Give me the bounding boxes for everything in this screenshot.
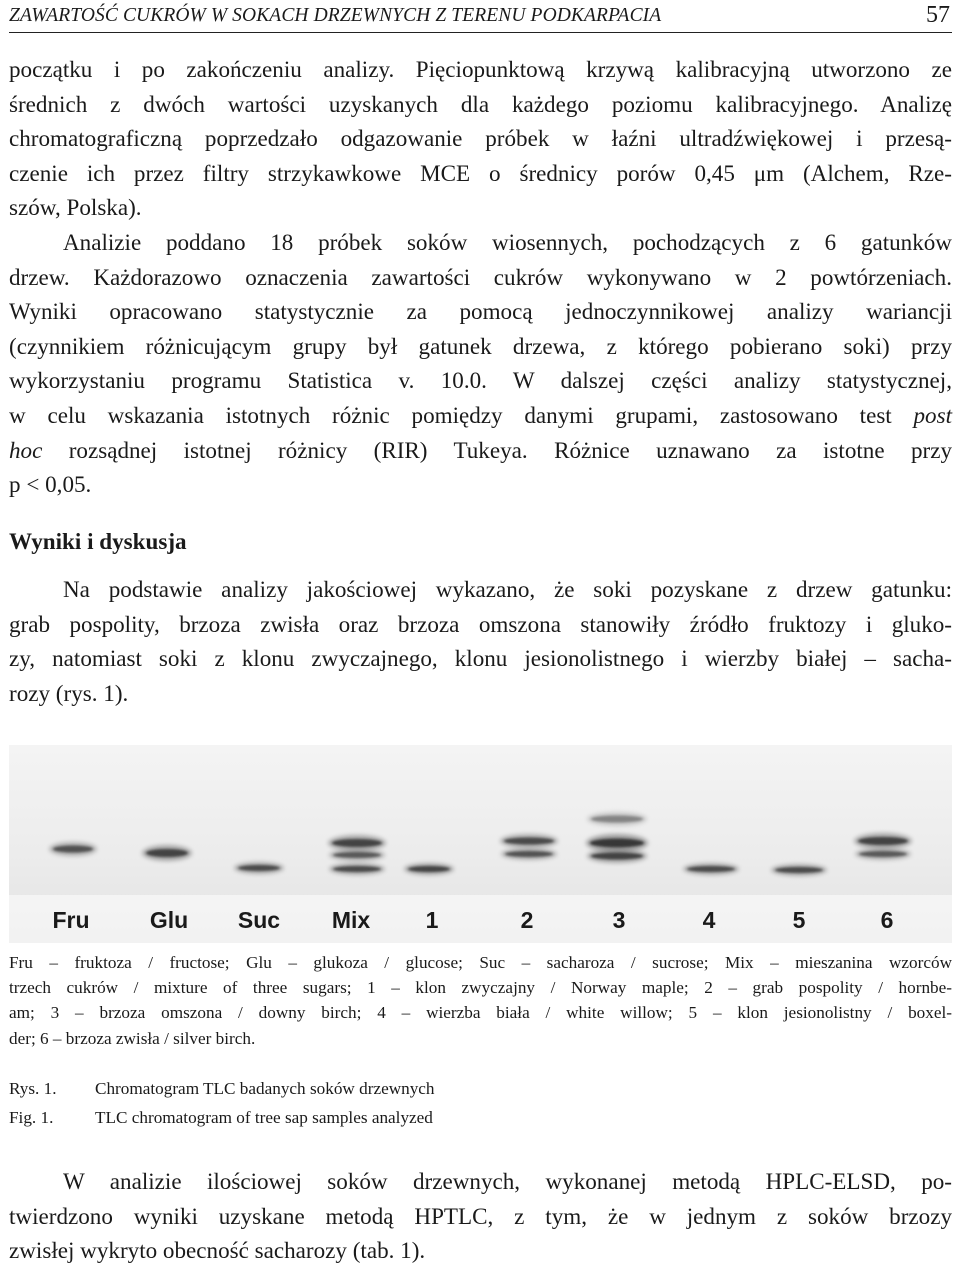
italic-term: hoc <box>9 436 43 463</box>
text-line: rozy (rys. 1). <box>9 679 129 706</box>
paragraph-statistics <box>9 225 952 502</box>
text-line: chromatograficzną poprzedzało odgazowanie próbek w łaźni ultradźwiękowej i przesą- <box>9 125 952 152</box>
spot <box>591 853 643 860</box>
lane-label: 5 <box>792 907 806 933</box>
lane-label: 3 <box>612 907 626 933</box>
lane-label: Mix <box>331 907 371 933</box>
section-heading: Wyniki i dyskusja <box>9 528 187 554</box>
text-line: Na podstawie analizy jakościowej wykazano, że soki pozyskane z drzew gatunku: <box>63 576 952 602</box>
legend-line: trzech cukrów / mixture of three sugars; 1 – klon zwyczajny / Norway maple; 2 – grab pospolity / hornbe- <box>9 978 952 998</box>
spot <box>687 866 735 872</box>
page <box>9 0 952 1266</box>
spot <box>408 866 450 872</box>
lane-label: Fru <box>52 907 90 933</box>
tlc-plate <box>9 745 952 943</box>
text-line: Analizie poddano 18 próbek soków wiosennych, pochodzących z 6 gatunków <box>63 229 952 255</box>
spot <box>146 849 188 857</box>
spot <box>53 846 93 853</box>
spot <box>505 851 553 857</box>
text-line: wykorzystaniu programu Statistica v. 10.0. W dalszej części analizy statystycznej, <box>9 367 952 394</box>
spot <box>859 851 907 857</box>
caption-text: TLC chromatogram of tree sap samples analyzed <box>95 1108 433 1127</box>
italic-term: post <box>913 401 952 428</box>
running-head <box>9 2 952 33</box>
legend-line: der; 6 – brzoza zwisła / silver birch. <box>9 1028 256 1048</box>
caption-label: Rys. 1. <box>9 1079 57 1098</box>
text-line: średnich z dwóch wartości uzyskanych dla każdego poziomu kalibracyjnego. Analizę <box>9 90 952 117</box>
legend-line: Fru – fruktoza / fructose; Glu – glukoza / glucose; Suc – sacharoza / sucrose; Mix – mieszanina wzorców <box>9 953 952 972</box>
text-line: Wyniki opracowano statystycznie za pomocą jednoczynnikowej analizy wariancji <box>9 298 952 325</box>
text-line <box>9 398 952 433</box>
legend-line: am; 3 – brzoza omszona / downy birch; 4 – wierzba biała / white willow; 5 – klon jesionolistny / boxel- <box>9 1003 952 1023</box>
lane-label: 2 <box>520 907 534 933</box>
text-segment: w celu wskazania istotnych różnic pomiędzy danymi grupami, zastosowano test <box>9 401 914 428</box>
paragraph-methods-end <box>9 52 952 225</box>
caption-text: Chromatogram TLC badanych soków drzewnych <box>95 1079 435 1098</box>
page-number: 57 <box>926 2 950 28</box>
text-line: zwisłej wykryto obecność sacharozy (tab. 1). <box>9 1237 426 1264</box>
caption-label: Fig. 1. <box>9 1108 54 1127</box>
text-line: twierdzono wyniki uzyskane metodą HPTLC, z tym, że w jednym z soków brzozy <box>9 1202 952 1229</box>
lane-label: Suc <box>237 907 281 933</box>
lane-label: 4 <box>702 907 716 933</box>
tlc-chromatogram-figure <box>9 745 952 943</box>
text-line: W analizie ilościowej soków drzewnych, wykonanej metodą HPLC-ELSD, po- <box>63 1168 952 1194</box>
text-line: szów, Polska). <box>9 194 142 221</box>
text-line: czenie ich przez filtry strzykawkowe MCE o średnicy porów 0,45 μm (Alchem, Rze- <box>9 159 952 186</box>
spot <box>332 839 382 847</box>
running-head-title: ZAWARTOŚĆ CUKRÓW W SOKACH DRZEWNYCH Z TERENU PODKARPACIA <box>9 5 662 26</box>
paragraph-quantitative <box>9 1164 952 1268</box>
spot <box>504 838 554 845</box>
spot <box>775 867 823 873</box>
spot <box>333 866 381 872</box>
text-line: zy, natomiast soki z klonu zwyczajnego, klonu jesionolistnego i wierzby białej – sacha- <box>9 645 952 672</box>
spot <box>590 839 644 848</box>
text-line: drzew. Każdorazowo oznaczenia zawartości cukrów wykonywano w 2 powtórzeniach. <box>9 263 952 290</box>
lane-label: Glu <box>149 907 189 933</box>
lane-label: 1 <box>425 907 439 933</box>
paragraph-results <box>9 572 952 710</box>
figure-legend <box>9 950 952 1051</box>
spot <box>238 865 280 871</box>
text-line: (czynnikiem różnicującym grupy był gatunek drzewa, z którego pobierano soki) przy <box>9 332 952 359</box>
spot <box>333 852 381 858</box>
text-line: grab pospolity, brzoza zwisła oraz brzoza omszona stanowiły źródło fruktozy i gluko- <box>9 610 952 637</box>
text-segment: rozsądnej istotnej różnicy (RIR) Tukeya. Różnice uznawano za istotne przy <box>42 436 952 463</box>
text-line <box>9 433 952 468</box>
text-line: p < 0,05. <box>9 471 92 498</box>
lane-label: 6 <box>880 907 894 933</box>
text-line: początku i po zakończeniu analizy. Pięciopunktową krzywą kalibracyjną utworzono ze <box>9 56 952 82</box>
spot <box>858 837 908 845</box>
spot <box>591 816 643 823</box>
